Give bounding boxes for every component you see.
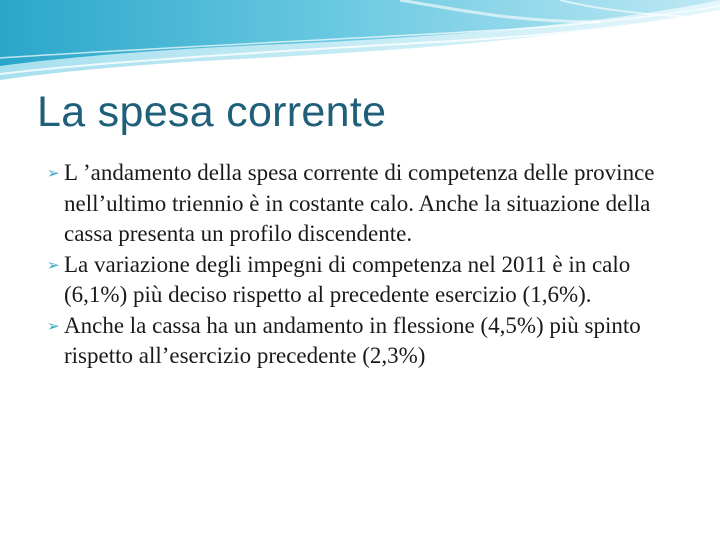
bullet-item xyxy=(47,250,697,311)
bullet-text: La variazione degli impegni di competenza nel 2011 è in calo (6,1%) più deciso rispetto al precedente esercizio (1,6%). xyxy=(64,251,631,307)
arrow-bullet-icon: ➢ xyxy=(47,316,60,335)
arrow-bullet-icon: ➢ xyxy=(47,164,60,182)
bullet-list xyxy=(47,158,697,372)
bullet-item xyxy=(47,158,697,250)
slide-title: La spesa corrente xyxy=(37,88,387,136)
bullet-text: L ’andamento della spesa corrente di competenza delle province nell’ultimo triennio è in costante calo. Anche la situazione della cassa presenta un profilo discendente. xyxy=(64,160,655,246)
bullet-text: Anche la cassa ha un andamento in flessione (4,5%) più spinto rispetto all’esercizio precedente (2,3%) xyxy=(64,312,641,368)
arrow-bullet-icon: ➢ xyxy=(47,255,60,274)
bullet-item xyxy=(47,311,697,372)
header-wave-decoration xyxy=(0,0,720,90)
